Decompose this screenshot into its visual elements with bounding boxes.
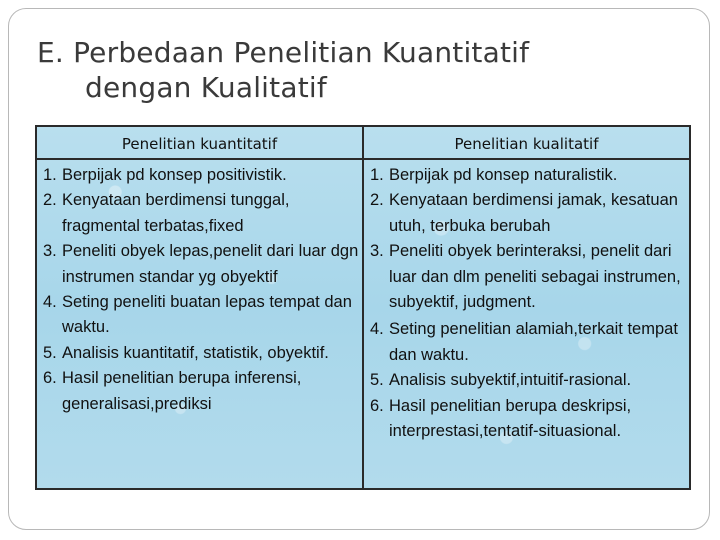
item-text: Seting peneliti buatan lepas tempat dan waktu. xyxy=(62,293,352,337)
item-text: Kenyataan berdimensi jamak, kesatuan utuh, terbuka berubah xyxy=(389,191,678,235)
item-number: 3. xyxy=(43,242,57,261)
qualitative-column xyxy=(370,163,688,444)
list-item xyxy=(370,163,688,188)
page-title xyxy=(37,35,677,105)
item-text: Peneliti obyek berinteraksi, penelit dari luar dan dlm peneliti sebagai instrumen, subyektif, judgment. xyxy=(389,242,681,312)
item-number: 5. xyxy=(370,371,384,390)
item-text: Berpijak pd konsep positivistik. xyxy=(62,166,287,184)
comparison-table xyxy=(35,125,691,490)
item-number: 6. xyxy=(370,396,384,415)
column-divider xyxy=(362,127,364,488)
list-item xyxy=(43,341,359,366)
item-text: Peneliti obyek lepas,penelit dari luar dgn instrumen standar yg obyektif xyxy=(62,242,359,286)
quantitative-column xyxy=(43,163,359,417)
item-number: 2. xyxy=(43,191,57,210)
item-number: 5. xyxy=(43,343,57,362)
item-text: Hasil penelitian berupa deskripsi, interprestasi,tentatif-situasional. xyxy=(389,396,632,441)
item-number: 1. xyxy=(43,166,57,184)
header-qualitative: Penelitian kualitatif xyxy=(454,135,599,153)
header-divider xyxy=(37,158,689,160)
list-item xyxy=(43,188,359,239)
item-number: 3. xyxy=(370,242,384,261)
list-item xyxy=(43,239,359,290)
item-text: Seting penelitian alamiah,terkait tempat dan waktu. xyxy=(389,320,678,364)
title-line-1: E. Perbedaan Penelitian Kuantitatif xyxy=(37,36,530,69)
item-text: Kenyataan berdimensi tunggal, fragmental terbatas,fixed xyxy=(62,191,290,235)
list-item xyxy=(370,188,688,239)
list-item xyxy=(43,366,359,417)
item-number: 2. xyxy=(370,191,384,210)
list-item xyxy=(370,317,688,368)
title-line-2: dengan Kualitatif xyxy=(85,71,327,104)
list-item xyxy=(43,163,359,188)
item-number: 4. xyxy=(370,320,384,339)
item-number: 4. xyxy=(43,293,57,312)
header-quantitative: Penelitian kuantitatif xyxy=(121,135,278,153)
item-text: Analisis subyektif,intuitif-rasional. xyxy=(389,371,632,390)
list-item xyxy=(370,394,688,445)
list-item xyxy=(370,239,688,315)
item-text: Hasil penelitian berupa inferensi, generalisasi,prediksi xyxy=(62,369,302,413)
item-text: Berpijak pd konsep naturalistik. xyxy=(389,166,618,184)
item-text: Analisis kuantitatif, statistik, obyektif. xyxy=(62,343,329,362)
list-item xyxy=(43,290,359,341)
item-number: 1. xyxy=(370,166,384,184)
item-number: 6. xyxy=(43,369,57,388)
list-item xyxy=(370,368,688,393)
